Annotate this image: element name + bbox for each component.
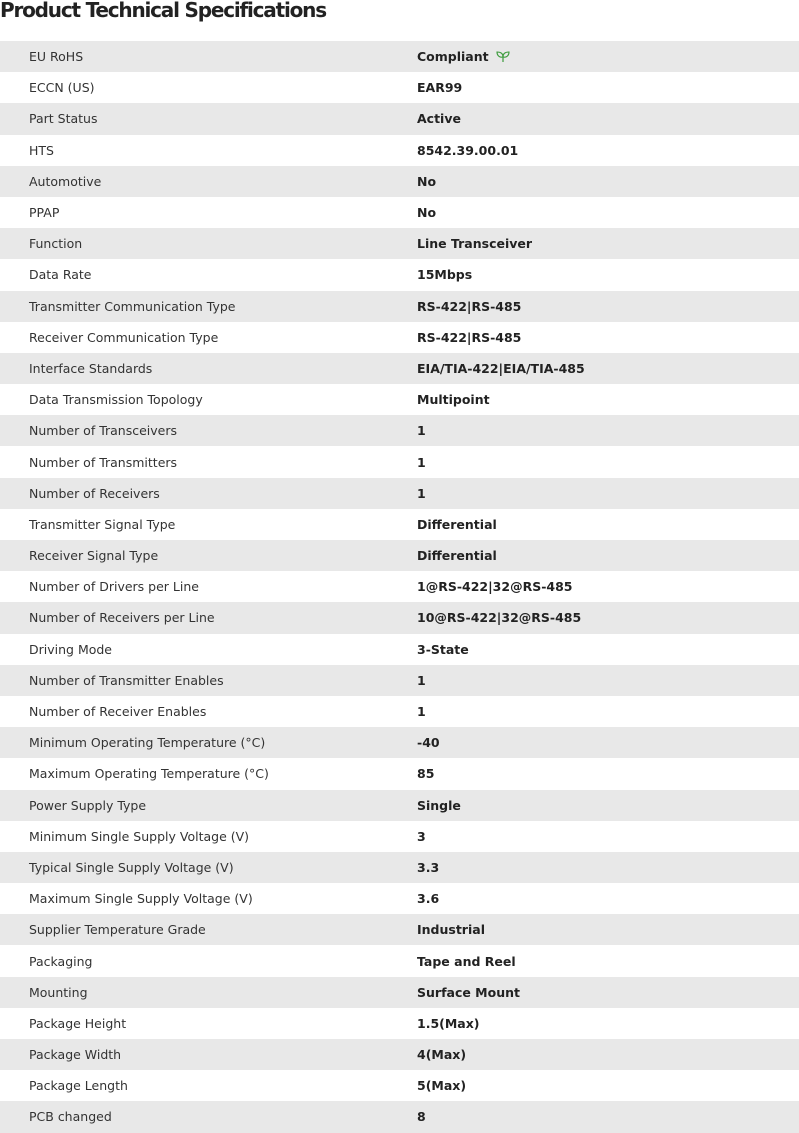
spec-row (0, 166, 799, 197)
spec-value (417, 1016, 799, 1031)
spec-row (0, 135, 799, 166)
spec-value (417, 361, 799, 376)
spec-value (417, 798, 799, 813)
spec-value-text: No (417, 205, 437, 221)
spec-label: Packaging (29, 953, 93, 969)
spec-row (0, 1039, 799, 1070)
spec-row (0, 72, 799, 103)
spec-value-text: 3-State (417, 641, 469, 657)
spec-value (417, 299, 799, 314)
spec-value-text: 8542.39.00.01 (417, 142, 519, 158)
spec-label: Data Rate (29, 267, 92, 283)
spec-label: Function (29, 236, 83, 252)
spec-value (417, 486, 799, 501)
spec-row (0, 478, 799, 509)
spec-value-text: Tape and Reel (417, 953, 516, 969)
spec-row (0, 446, 799, 477)
spec-row (0, 322, 799, 353)
spec-label: Typical Single Supply Voltage (V) (29, 859, 234, 875)
spec-label: Package Height (29, 1015, 127, 1031)
spec-label: ECCN (US) (29, 80, 95, 96)
spec-row (0, 945, 799, 976)
spec-value-text: EIA/TIA-422|EIA/TIA-485 (417, 360, 585, 376)
spec-value (417, 49, 799, 64)
spec-row (0, 821, 799, 852)
spec-value (417, 610, 799, 625)
spec-label: Receiver Communication Type (29, 329, 219, 345)
spec-value-text: RS-422|RS-485 (417, 298, 522, 314)
spec-row (0, 540, 799, 571)
spec-label: EU RoHS (29, 49, 84, 65)
spec-row (0, 415, 799, 446)
spec-label: PPAP (29, 205, 60, 221)
spec-value-text: 1 (417, 704, 426, 720)
spec-value (417, 1047, 799, 1062)
spec-value-text: 1 (417, 672, 426, 688)
spec-row (0, 571, 799, 602)
spec-label: Interface Standards (29, 360, 153, 376)
spec-row (0, 1008, 799, 1039)
spec-row (0, 1101, 799, 1132)
spec-value-text: 85 (417, 766, 435, 782)
spec-value-text: 1 (417, 454, 426, 470)
spec-value-text: Multipoint (417, 392, 490, 408)
spec-value (417, 267, 799, 282)
spec-value-text: RS-422|RS-485 (417, 329, 522, 345)
spec-label: Receiver Signal Type (29, 548, 159, 564)
spec-value (417, 829, 799, 844)
spec-label: Transmitter Communication Type (29, 298, 236, 314)
spec-value (417, 673, 799, 688)
spec-value-text: 4(Max) (417, 1047, 467, 1063)
spec-label: Supplier Temperature Grade (29, 922, 206, 938)
spec-row (0, 602, 799, 633)
spec-value (417, 548, 799, 563)
spec-label: Package Width (29, 1047, 122, 1063)
spec-row (0, 291, 799, 322)
spec-value-text: 3 (417, 828, 426, 844)
spec-row (0, 696, 799, 727)
spec-value-text: 10@RS-422|32@RS-485 (417, 610, 582, 626)
spec-value (417, 704, 799, 719)
spec-value (417, 1078, 799, 1093)
spec-value-text: Compliant (417, 49, 489, 65)
spec-value-text: Surface Mount (417, 984, 520, 1000)
spec-label: Minimum Operating Temperature (°C) (29, 735, 266, 751)
spec-value-text: 1@RS-422|32@RS-485 (417, 579, 573, 595)
spec-label: Maximum Operating Temperature (°C) (29, 766, 269, 782)
spec-label: Number of Transceivers (29, 423, 178, 439)
spec-row (0, 852, 799, 883)
spec-row (0, 914, 799, 945)
spec-value-text: Active (417, 111, 461, 127)
spec-value (417, 330, 799, 345)
leaf-icon (496, 51, 510, 63)
spec-row (0, 509, 799, 540)
spec-value (417, 143, 799, 158)
spec-value-text: 8 (417, 1109, 426, 1125)
spec-value (417, 392, 799, 407)
spec-value-text: Industrial (417, 922, 485, 938)
spec-label: Package Length (29, 1078, 128, 1094)
spec-value (417, 111, 799, 126)
spec-label: Automotive (29, 173, 102, 189)
spec-label: Part Status (29, 111, 98, 127)
spec-label: Number of Receivers per Line (29, 610, 215, 626)
spec-value-text: No (417, 173, 437, 189)
spec-value-text: 1 (417, 423, 426, 439)
spec-value (417, 174, 799, 189)
spec-value-text: Line Transceiver (417, 236, 533, 252)
spec-value (417, 860, 799, 875)
spec-row (0, 883, 799, 914)
spec-value (417, 642, 799, 657)
spec-value (417, 455, 799, 470)
spec-value-text: 3.3 (417, 859, 440, 875)
spec-row (0, 727, 799, 758)
spec-row (0, 228, 799, 259)
spec-row (0, 197, 799, 228)
spec-row (0, 41, 799, 72)
spec-value-text: -40 (417, 735, 440, 751)
spec-label: Driving Mode (29, 641, 112, 657)
spec-value-text: 1 (417, 485, 426, 501)
spec-row (0, 665, 799, 696)
spec-value (417, 517, 799, 532)
spec-row (0, 758, 799, 789)
spec-value-text: 3.6 (417, 891, 440, 907)
spec-label: Number of Transmitters (29, 454, 178, 470)
spec-value (417, 954, 799, 969)
spec-value (417, 423, 799, 438)
spec-value (417, 922, 799, 937)
spec-value (417, 1109, 799, 1124)
spec-value (417, 80, 799, 95)
spec-value (417, 766, 799, 781)
spec-value-text: Single (417, 797, 461, 813)
spec-label: HTS (29, 142, 54, 158)
spec-row (0, 977, 799, 1008)
spec-label: Transmitter Signal Type (29, 516, 176, 532)
spec-label: Number of Drivers per Line (29, 579, 199, 595)
spec-value (417, 985, 799, 1000)
spec-label: Data Transmission Topology (29, 392, 203, 408)
spec-value-text: Differential (417, 548, 497, 564)
spec-row (0, 384, 799, 415)
page-title: Product Technical Specifications (0, 0, 326, 22)
spec-value (417, 891, 799, 906)
spec-row (0, 103, 799, 134)
spec-row (0, 634, 799, 665)
spec-label: PCB changed (29, 1109, 112, 1125)
spec-label: Number of Receiver Enables (29, 704, 207, 720)
spec-table (0, 41, 799, 1133)
spec-label: Maximum Single Supply Voltage (V) (29, 891, 253, 907)
spec-label: Number of Transmitter Enables (29, 672, 224, 688)
spec-label: Power Supply Type (29, 797, 147, 813)
spec-value-text: 5(Max) (417, 1078, 467, 1094)
spec-value (417, 205, 799, 220)
spec-label: Mounting (29, 984, 88, 1000)
spec-value-text: Differential (417, 516, 497, 532)
spec-label: Minimum Single Supply Voltage (V) (29, 828, 250, 844)
spec-value-text: 15Mbps (417, 267, 473, 283)
spec-value (417, 579, 799, 594)
spec-value-text: 1.5(Max) (417, 1015, 480, 1031)
spec-row (0, 1070, 799, 1101)
spec-label: Number of Receivers (29, 485, 160, 501)
spec-row (0, 790, 799, 821)
spec-row (0, 259, 799, 290)
spec-value-text: EAR99 (417, 80, 463, 96)
spec-value (417, 735, 799, 750)
spec-value (417, 236, 799, 251)
spec-row (0, 353, 799, 384)
